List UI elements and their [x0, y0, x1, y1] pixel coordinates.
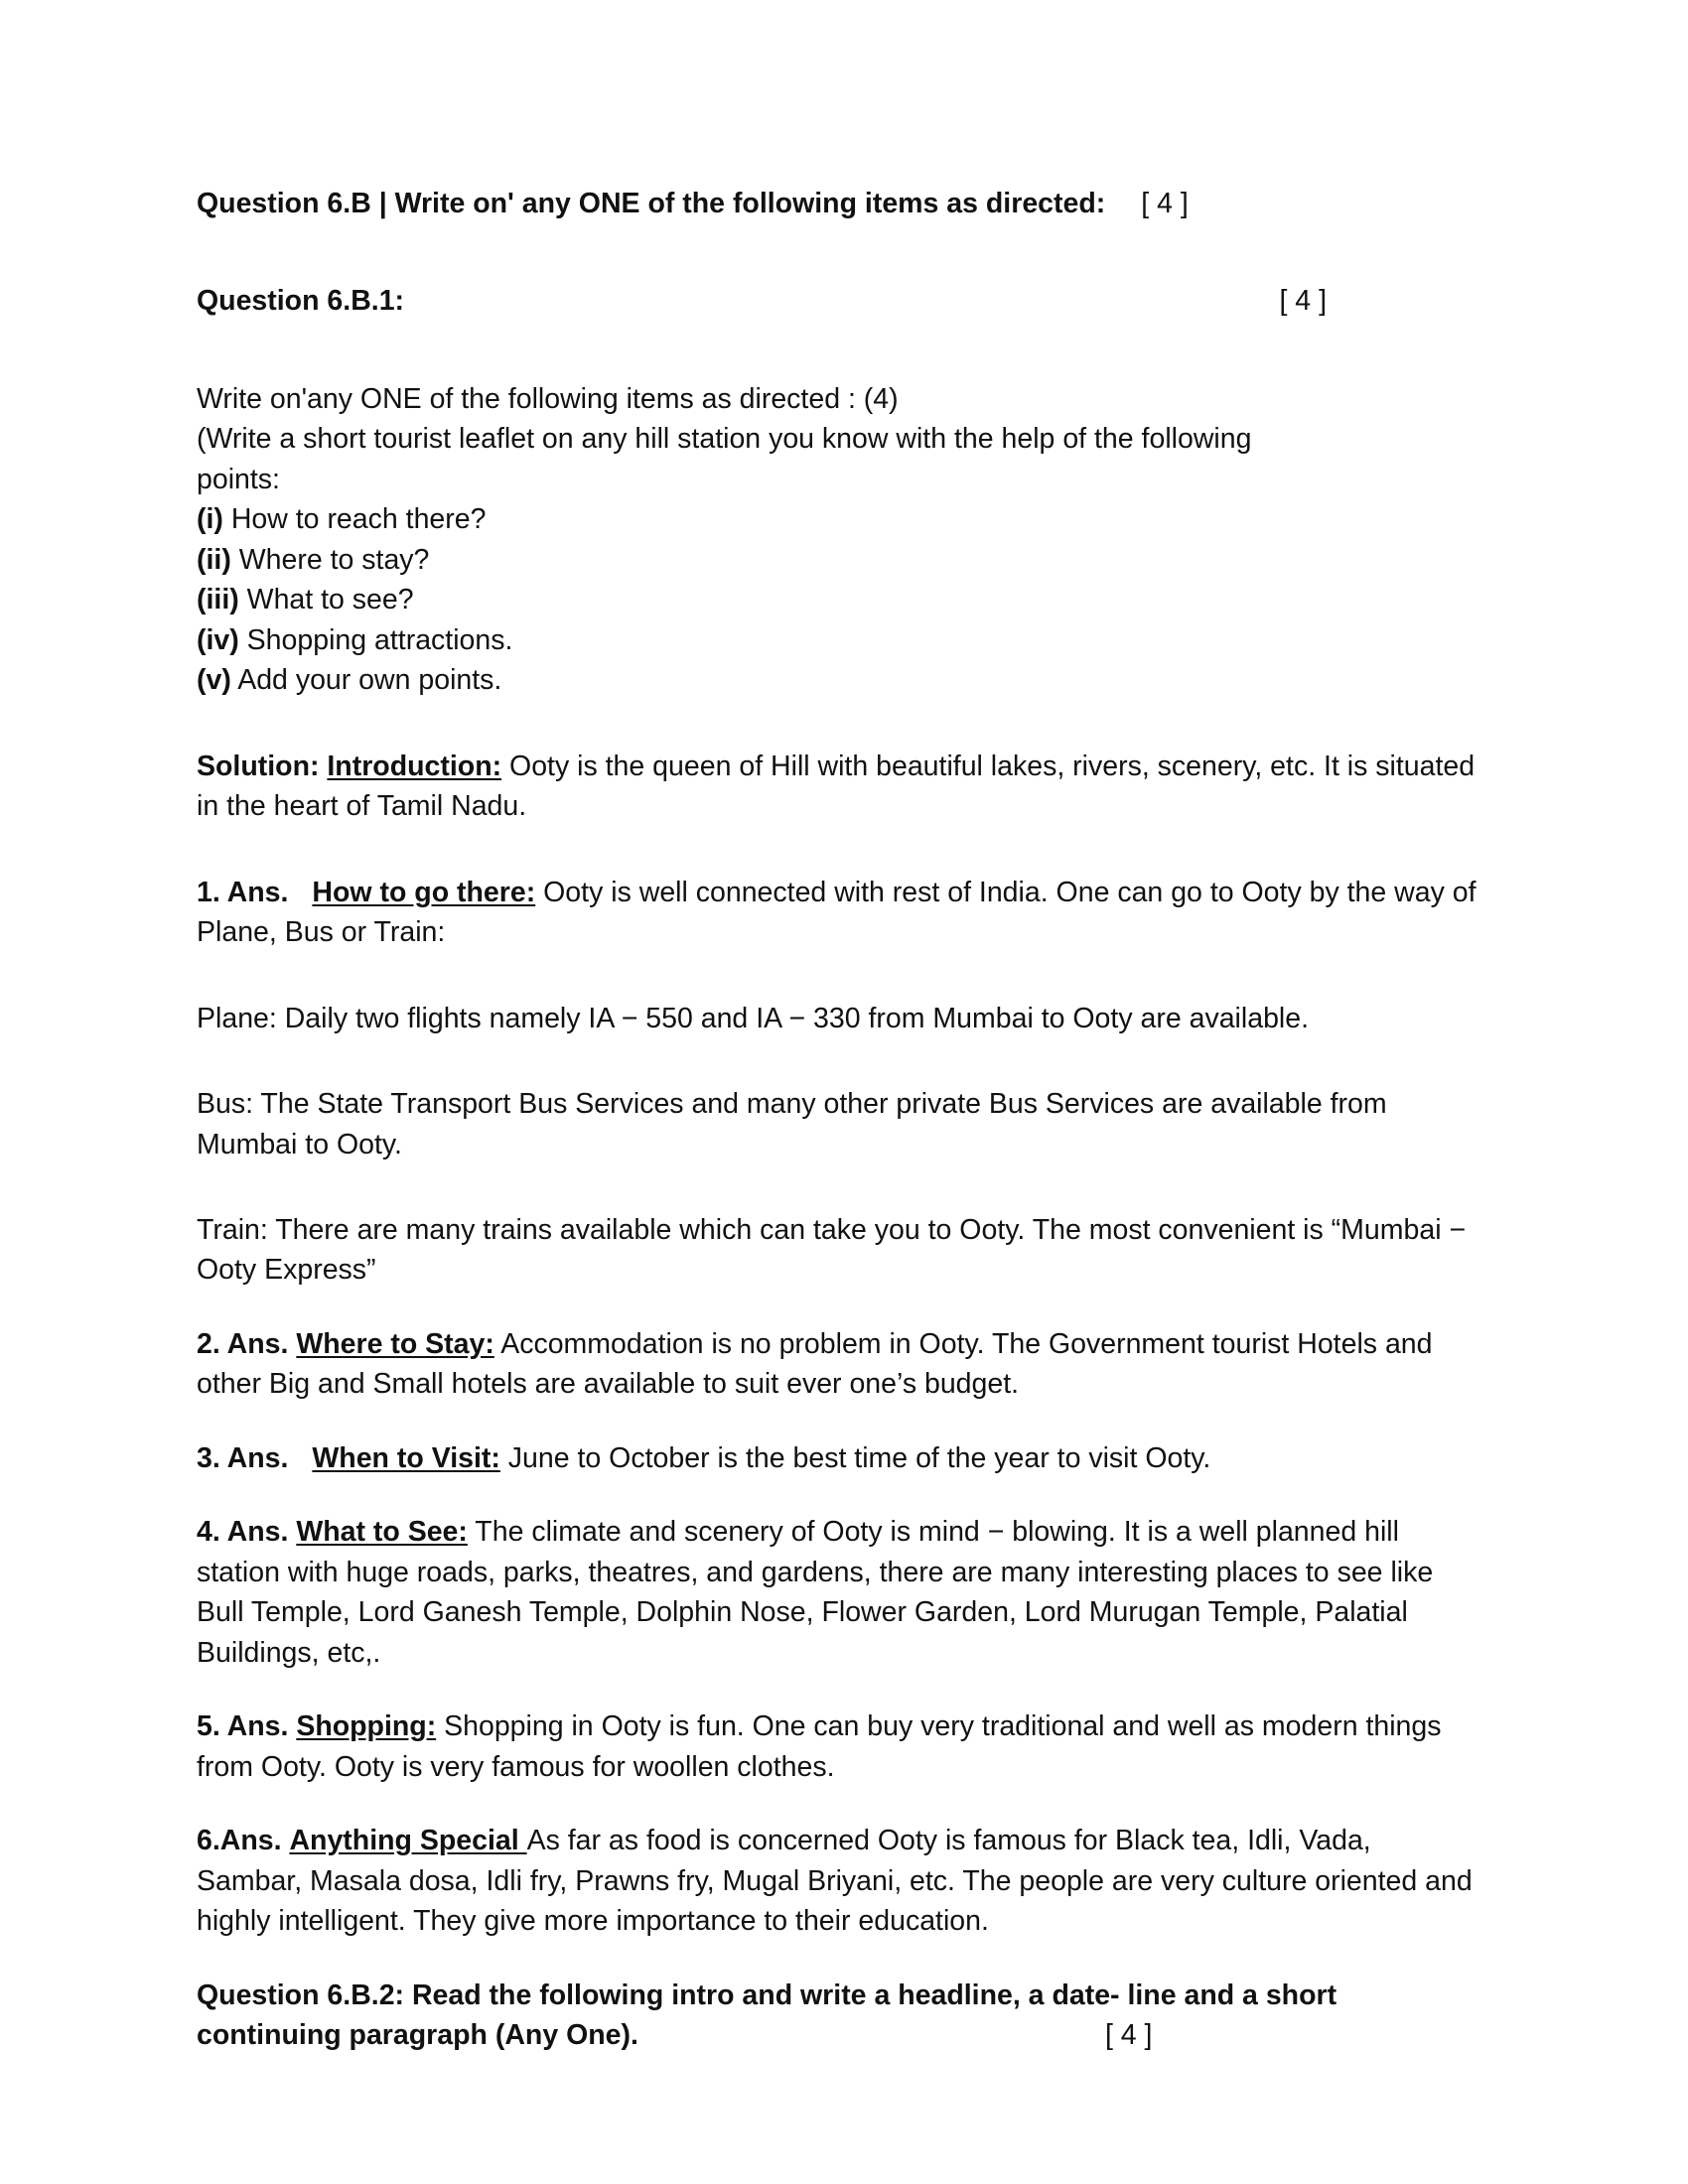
answer-block-4 — [197, 1512, 1479, 1673]
next-question-line-2-row — [197, 2015, 1479, 2055]
list-item — [197, 499, 1479, 539]
question-heading-mark: [ 4 ] — [1141, 188, 1189, 219]
point-marker: (v) — [197, 664, 231, 697]
answer-title: Shopping: — [296, 1710, 437, 1743]
subquestion-heading-mark: [ 4 ] — [1279, 285, 1327, 318]
answer-body: Shopping in Ooty is fun. One can buy very traditional and well as modern things from Ooty. Ooty is very famous for woollen clothes. — [197, 1710, 1442, 1783]
subquestion-heading-row — [197, 281, 1479, 321]
transport-bus: Bus: The State Transport Bus Services and many other private Bus Services are available from Mumbai to Ooty. — [197, 1088, 1387, 1160]
next-question-mark: [ 4 ] — [1104, 2019, 1153, 2051]
next-question-block — [197, 1976, 1479, 2056]
question-heading-row — [197, 184, 1479, 223]
list-item — [197, 540, 1479, 580]
answer-block-6 — [197, 1821, 1479, 1941]
answer-title: Anything Special — [289, 1825, 527, 1857]
spacer-before-answer-2 — [197, 1291, 1479, 1324]
instruction-line-2: (Write a short tourist leaflet on any hill station you know with the help of the following — [197, 423, 1252, 456]
next-question-line-1: Question 6.B.2: Read the following intro and write a headline, a date- line and a short — [197, 1979, 1337, 2011]
answer-block-5 — [197, 1706, 1479, 1787]
instruction-points-list — [197, 499, 1479, 700]
answer-number: 3. Ans. — [197, 1441, 289, 1474]
spacer-after-subheading — [197, 322, 1479, 379]
next-question-line-2: continuing paragraph (Any One). — [197, 2019, 638, 2051]
question-heading-title: Question 6.B | Write on' any ONE of the following items as directed: — [197, 188, 1106, 219]
answer-body: Ooty is well connected with rest of India. One can go to Ooty by the way of Plane, Bus or Train: — [197, 876, 1477, 949]
point-marker: (iv) — [197, 623, 239, 656]
spacer-before-solution — [197, 701, 1479, 747]
answer-number: 2. Ans. — [197, 1327, 289, 1360]
subquestion-heading-title: Question 6.B.1: — [197, 285, 405, 318]
point-text: How to reach there? — [222, 503, 487, 536]
list-item — [197, 620, 1479, 660]
point-text: Shopping attractions. — [238, 623, 513, 656]
instruction-line-1: Write on'any ONE of the following items as directed : (4) — [197, 382, 899, 415]
answer-title: What to See: — [296, 1516, 468, 1549]
spacer-before-bus — [197, 1038, 1479, 1084]
document-body — [197, 184, 1479, 2055]
point-marker: (iii) — [197, 584, 239, 616]
answer-body: Accommodation is no problem in Ooty. The Government tourist Hotels and other Big and Small hotels are available to suit ever one’s budget. — [197, 1327, 1433, 1401]
answer-body: As far as food is concerned Ooty is famous for Black tea, Idli, Vada, Sambar, Masala dosa, Idli fry, Prawns fry, Mugal Briyani, etc. The people are very culture oriented and highly intelligent. They give more importance to their education. — [197, 1825, 1473, 1938]
instruction-line-3: points: — [197, 463, 280, 495]
point-text: Where to stay? — [230, 543, 430, 576]
spacer-before-answer-3 — [197, 1405, 1479, 1438]
answer-number: 5. Ans. — [197, 1710, 289, 1743]
spacer-before-answer-1 — [197, 827, 1479, 873]
point-text: Add your own points. — [230, 664, 502, 697]
solution-intro-label: Introduction: — [327, 750, 502, 782]
spacer-before-plane — [197, 953, 1479, 999]
solution-label: Solution: — [197, 750, 320, 782]
transport-plane: Plane: Daily two flights namely IA − 550 and IA − 330 from Mumbai to Ooty are available. — [197, 1002, 1310, 1034]
answer-block-3 — [197, 1438, 1479, 1478]
answer-title: How to go there: — [312, 876, 536, 908]
spacer-before-answer-6 — [197, 1787, 1479, 1821]
answer-block-1 — [197, 873, 1479, 953]
point-marker: (i) — [197, 503, 223, 536]
answer-number: 1. Ans. — [197, 876, 289, 908]
spacer-before-next-question — [197, 1942, 1479, 1976]
solution-intro-body: Ooty is the queen of Hill with beautiful lakes, rivers, scenery, etc. It is situated in the heart of Tamil Nadu. — [197, 750, 1476, 823]
answer-number: 4. Ans. — [197, 1516, 289, 1549]
answer-title: Where to Stay: — [296, 1327, 494, 1360]
point-marker: (ii) — [197, 543, 231, 576]
answer-title: When to Visit: — [312, 1441, 500, 1474]
spacer-before-answer-5 — [197, 1673, 1479, 1706]
list-item — [197, 660, 1479, 700]
transport-train: Train: There are many trains available which can take you to Ooty. The most convenient is “Mumbai − Ooty Express” — [197, 1213, 1467, 1287]
point-text: What to see? — [238, 584, 414, 616]
answer-body: The climate and scenery of Ooty is mind − blowing. It is a well planned hill station with huge roads, parks, theatres, and gardens, there are many interesting places to see like Bull Temple, Lord Ganesh Temple, Dolphin Nose, Flower Garden, Lord Murugan Temple, Palatial Buildings, etc,. — [197, 1516, 1434, 1669]
spacer-before-train — [197, 1164, 1479, 1210]
solution-paragraph — [197, 747, 1479, 827]
answer-block-2 — [197, 1324, 1479, 1405]
answer-body: June to October is the best time of the year to visit Ooty. — [499, 1441, 1211, 1474]
answer-number: 6.Ans. — [197, 1825, 282, 1857]
spacer-before-answer-4 — [197, 1478, 1479, 1512]
spacer-after-heading — [197, 223, 1479, 281]
list-item — [197, 580, 1479, 619]
